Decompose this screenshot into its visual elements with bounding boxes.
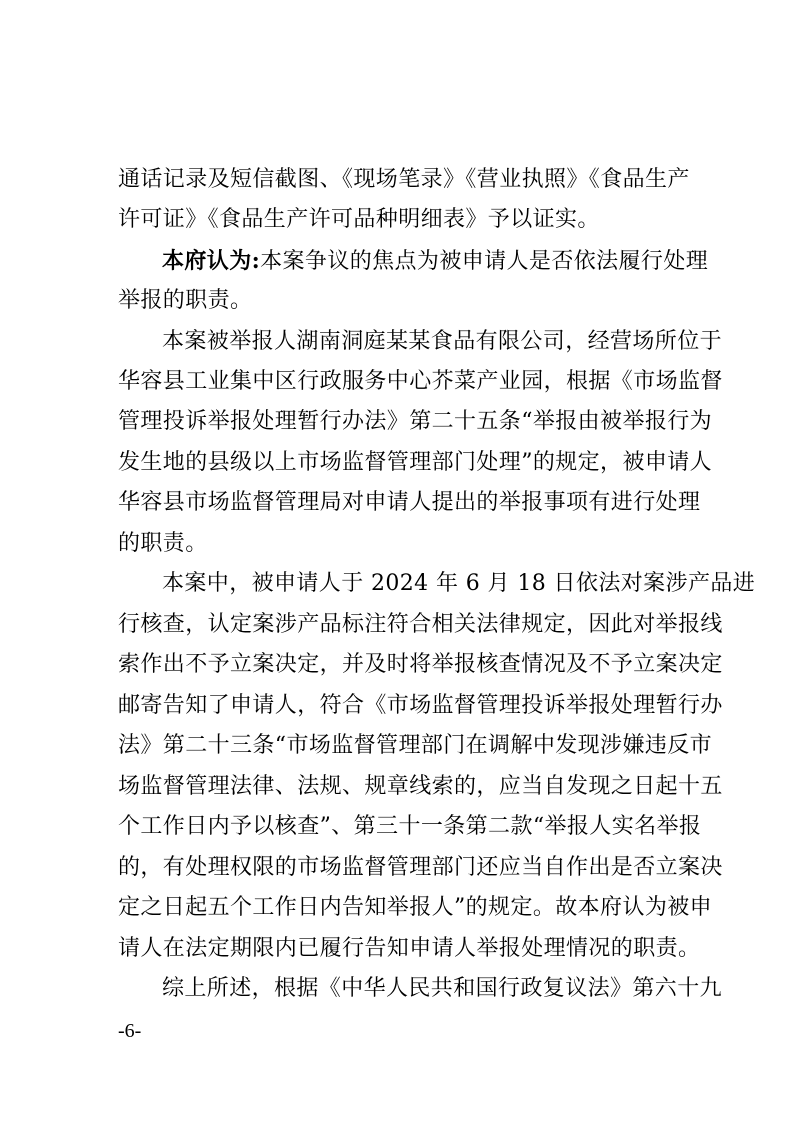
paragraph-line: 行核查，认定案涉产品标注符合相关法律规定，因此对举报线 (118, 612, 723, 637)
paragraph-line: 华容县工业集中区行政服务中心芥菜产业园，根据《市场监督 (118, 369, 723, 394)
page-number: -6- (118, 1020, 142, 1042)
opinion-label: 本府认为: (162, 248, 261, 274)
paragraph-line: 华容县市场监督管理局对申请人提出的举报事项有进行处理 (118, 490, 701, 515)
opinion-line (162, 241, 709, 282)
paragraph-line: 索作出不予立案决定，并及时将举报核查情况及不予立案决定 (118, 652, 723, 677)
paragraph-line: 邮寄告知了申请人，符合《市场监督管理投诉举报处理暂行办 (118, 693, 723, 718)
paragraph-line: 的，有处理权限的市场监督管理部门还应当自作出是否立案决 (118, 855, 723, 880)
paragraph-line: 请人在法定期限内已履行告知申请人举报处理情况的职责。 (118, 936, 701, 961)
paragraph-line: 场监督管理法律、法规、规章线索的，应当自发现之日起十五 (118, 774, 723, 799)
paragraph-line: 本案被举报人湖南洞庭某某食品有限公司，经营场所位于 (162, 329, 723, 354)
paragraph-line: 综上所述，根据《中华人民共和国行政复议法》第六十九 (162, 976, 723, 1001)
opinion-text: 本案争议的焦点为被申请人是否依法履行处理 (260, 249, 709, 274)
paragraph-line: 本案中，被申请人于 2024 年 6 月 18 日依法对案涉产品进 (162, 571, 756, 596)
paragraph-line: 发生地的县级以上市场监督管理部门处理”的规定，被申请人 (118, 450, 713, 475)
paragraph-line: 的职责。 (118, 531, 208, 556)
paragraph-line: 法》第二十三条“市场监督管理部门在调解中发现涉嫌违反市 (118, 733, 713, 758)
paragraph-line: 举报的职责。 (118, 288, 253, 313)
paragraph-line: 个工作日内予以核查”、第三十一条第二款“举报人实名举报 (118, 814, 702, 839)
paragraph-line: 许可证》《食品生产许可品种明细表》予以证实。 (118, 207, 600, 232)
paragraph-line: 通话记录及短信截图、《现场笔录》《营业执照》《食品生产 (118, 167, 690, 192)
paragraph-line: 定之日起五个工作日内告知举报人”的规定。故本府认为被申 (118, 895, 713, 920)
paragraph-line: 管理投诉举报处理暂行办法》第二十五条“举报由被举报行为 (118, 409, 713, 434)
